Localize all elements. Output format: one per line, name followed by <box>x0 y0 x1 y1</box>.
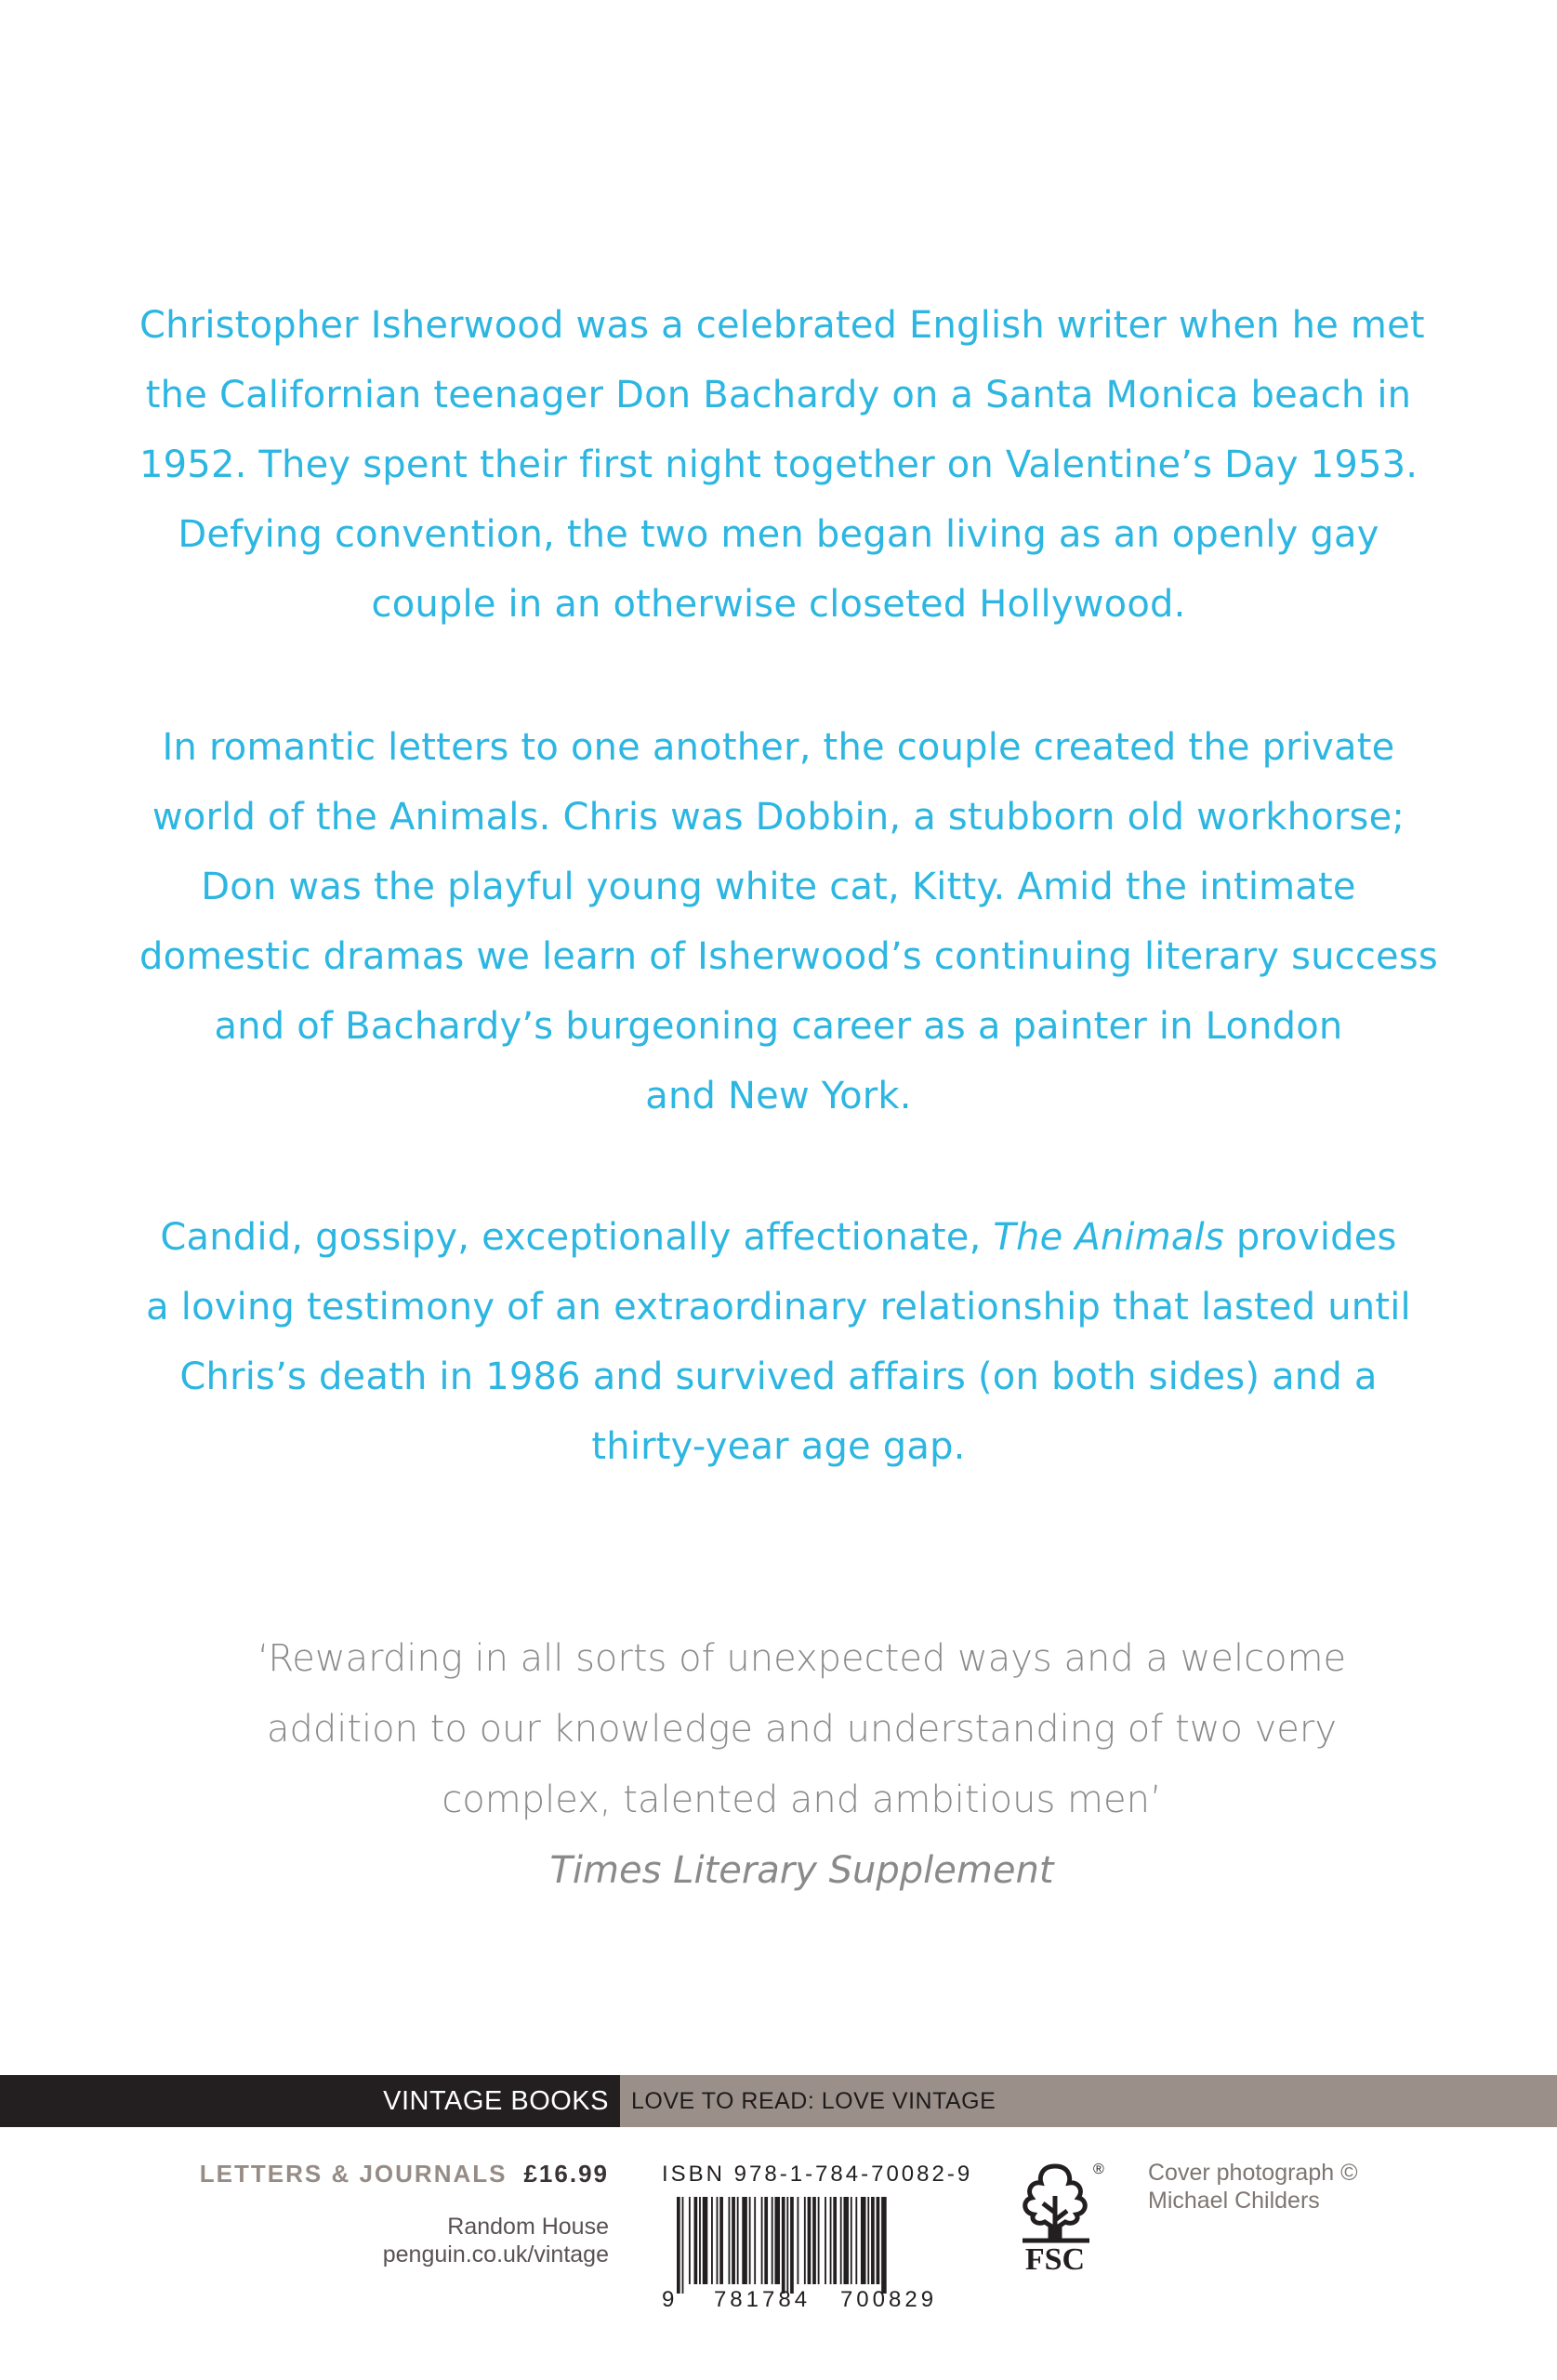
publisher-website: penguin.co.uk/vintage <box>382 2241 609 2268</box>
credit-line-2: Michael Childers <box>1148 2188 1320 2214</box>
blurb-paragraph-2 <box>139 713 1438 1131</box>
category-price <box>200 2155 609 2192</box>
publisher-name: Random House <box>447 2214 609 2240</box>
barcode-bar <box>782 2197 785 2294</box>
blurb-paragraph-1 <box>139 291 1425 640</box>
blurb-line: the Californian teenager Don Bachardy on a Santa Monica beach in <box>145 374 1412 416</box>
barcode-bar <box>682 2197 684 2294</box>
blurb-line: and of Bachardy’s burgeoning career as a painter in London <box>214 1005 1343 1048</box>
blurb-line <box>139 1203 1418 1273</box>
barcode-bar <box>808 2197 811 2284</box>
blurb-text: Candid, gossipy, exceptionally affectionate, <box>160 1216 994 1259</box>
quote-line: ‘Rewarding in all sorts of unexpected ways and a welcome <box>257 1637 1347 1680</box>
blurb-line: In romantic letters to one another, the couple created the private <box>162 726 1395 769</box>
barcode-bar <box>786 2197 788 2294</box>
barcode-bar <box>851 2197 852 2284</box>
barcode-bar <box>717 2197 719 2284</box>
credit-line-1: Cover photograph © <box>1148 2160 1358 2186</box>
barcode-bar <box>881 2197 887 2294</box>
registered-mark: ® <box>1093 2162 1104 2177</box>
barcode-bar <box>737 2197 739 2284</box>
barcode-bar <box>790 2197 794 2294</box>
publisher-bar <box>0 2075 1557 2127</box>
barcode-bar <box>812 2197 816 2284</box>
barcode-digits-right: 700829 <box>839 2287 938 2308</box>
price: £16.99 <box>523 2160 609 2188</box>
quote-line: complex, talented and ambitious men’ <box>442 1778 1162 1821</box>
barcode-bar <box>774 2197 780 2284</box>
barcode-digit-first: 9 <box>662 2287 675 2308</box>
barcode-bar <box>871 2197 875 2284</box>
blurb-line: domestic dramas we learn of Isherwood’s continuing literary success <box>139 935 1438 978</box>
barcode-bar <box>798 2197 799 2284</box>
publisher-bar-dark <box>0 2075 620 2127</box>
quote-source: Times Literary Supplement <box>549 1849 1054 1892</box>
fsc-tree-icon <box>1004 2159 1106 2247</box>
publisher-info <box>200 2213 609 2268</box>
blurb-line: Chris’s death in 1986 and survived affairs (on both sides) and a <box>179 1355 1378 1398</box>
barcode-bar <box>689 2197 691 2284</box>
blurb-line: 1952. They spent their first night together on Valentine’s Day 1953. <box>139 443 1418 486</box>
blurb-line: a loving testimony of an extraordinary relationship that lasted until <box>146 1286 1411 1329</box>
book-meta <box>200 2155 609 2268</box>
isbn-label: ISBN 978-1-784-70082-9 <box>662 2162 973 2187</box>
barcode-bar <box>719 2197 723 2284</box>
barcode-bar <box>761 2197 763 2284</box>
blurb-line: world of the Animals. Chris was Dobbin, a stubborn old workhorse; <box>152 796 1405 839</box>
barcode-bar <box>867 2197 869 2284</box>
barcode-bar <box>764 2197 768 2284</box>
blurb-paragraph-3 <box>139 1203 1418 1482</box>
barcode-bar <box>877 2197 880 2284</box>
barcode-bar <box>703 2197 708 2284</box>
barcode-bar <box>732 2197 735 2284</box>
barcode-bar <box>749 2197 751 2284</box>
fsc-label: FSC <box>1024 2242 1086 2277</box>
blurb-line: thirty-year age gap. <box>591 1425 966 1468</box>
barcode-bar <box>840 2197 842 2284</box>
blurb-line: couple in an otherwise closeted Hollywood. <box>371 583 1186 626</box>
barcode-bar <box>830 2197 832 2284</box>
barcode-bar <box>677 2197 680 2294</box>
fsc-logo <box>1004 2159 1106 2289</box>
book-title: The Animals <box>993 1216 1224 1259</box>
barcode-bar <box>804 2197 806 2284</box>
barcode-bar <box>861 2197 866 2284</box>
barcode-digits-left: 781784 <box>713 2287 811 2308</box>
barcode-bar <box>772 2197 773 2284</box>
barcode-bar <box>694 2197 698 2284</box>
cover-credit <box>1148 2159 1358 2215</box>
barcode-icon <box>662 2197 967 2308</box>
barcode-bar <box>855 2197 857 2284</box>
category: LETTERS & JOURNALS <box>199 2160 508 2188</box>
barcode-bar <box>711 2197 713 2284</box>
barcode-bar <box>729 2197 731 2284</box>
blurb-line: and New York. <box>645 1075 912 1117</box>
isbn-barcode <box>662 2162 973 2308</box>
barcode-bar <box>818 2197 820 2284</box>
barcode-bar <box>699 2197 701 2284</box>
imprint-slogan: LOVE TO READ: LOVE VINTAGE <box>631 2088 996 2114</box>
barcode-bar <box>742 2197 747 2284</box>
barcode-bar <box>825 2197 826 2284</box>
barcode-bar <box>754 2197 756 2284</box>
imprint-name: VINTAGE BOOKS <box>383 2086 609 2116</box>
blurb-line: Don was the playful young white cat, Kitty. Amid the intimate <box>201 866 1356 908</box>
barcode-bar <box>843 2197 849 2284</box>
barcode-bar <box>833 2197 837 2284</box>
review-quote <box>139 1623 1464 1906</box>
blurb-line: Defying convention, the two men began living as an openly gay <box>178 513 1379 556</box>
blurb-text: provides <box>1224 1216 1397 1259</box>
blurb-line: Christopher Isherwood was a celebrated English writer when he met <box>139 304 1425 347</box>
quote-line: addition to our knowledge and understanding of two very <box>266 1708 1338 1751</box>
publisher-bar-taupe <box>620 2075 1557 2127</box>
